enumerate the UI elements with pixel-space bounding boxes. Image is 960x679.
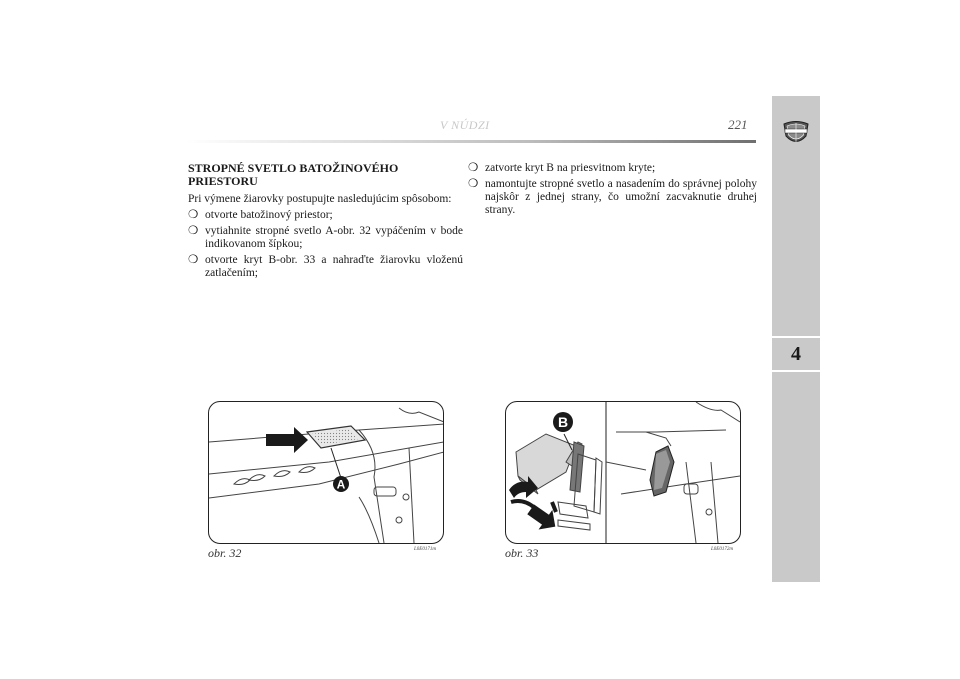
left-column — [188, 162, 463, 283]
page-number: 221 — [728, 117, 748, 132]
figure-32-code: L0E0171m — [414, 547, 436, 552]
header-rule — [186, 140, 756, 143]
figure-32-caption: obr. 32 — [208, 546, 242, 560]
figure-label-a: A — [336, 477, 346, 492]
lancia-shield-icon — [781, 118, 811, 148]
list-item — [188, 209, 463, 222]
list-item-text: otvorte batožinový priestor; — [205, 209, 333, 221]
list-item-text: zatvorte kryt B na priesvitnom kryte; — [485, 162, 656, 174]
list-item — [468, 178, 757, 217]
figure-33-caption: obr. 33 — [505, 546, 539, 560]
list-item-text: otvorte kryt B-obr. 33 a nahraďte žiarovku vloženú zatlačením; — [205, 254, 463, 279]
bullet-icon: ❍ — [188, 225, 199, 237]
right-bullet-list — [468, 162, 757, 217]
trunk-light-illustration — [209, 402, 443, 543]
list-item-text: namontujte stropné svetlo a nasadením do správnej polohy najskôr z jednej strany, čo umožní zacvaknutie druhej strany. — [485, 178, 757, 216]
bullet-icon: ❍ — [188, 254, 199, 266]
bullet-icon: ❍ — [468, 178, 479, 190]
right-column — [468, 162, 757, 220]
section-title: STROPNÉ SVETLO BATOŽINOVÉHO PRIESTORU — [188, 161, 399, 188]
bullet-icon: ❍ — [468, 162, 479, 174]
list-item — [188, 254, 463, 280]
chapter-sidebar — [772, 96, 820, 582]
intro-paragraph: Pri výmene žiarovky postupujte nasledujúcim spôsobom: — [188, 193, 452, 205]
figure-33-illustration — [505, 401, 741, 544]
figure-label-b: B — [557, 414, 569, 430]
list-item — [188, 225, 463, 251]
bullet-icon: ❍ — [188, 209, 199, 221]
left-bullet-list — [188, 209, 463, 280]
figure-33-code: L0E0172m — [711, 547, 733, 552]
list-item — [468, 162, 757, 175]
lamp-cover-illustration — [506, 402, 740, 543]
chapter-number: 4 — [772, 336, 820, 372]
list-item-text: vytiahnite stropné svetlo A-obr. 32 vypáčením v bode indikovanom šípkou; — [205, 225, 463, 250]
header-title: V NÚDZI — [440, 118, 490, 132]
figure-32-illustration — [208, 401, 444, 544]
